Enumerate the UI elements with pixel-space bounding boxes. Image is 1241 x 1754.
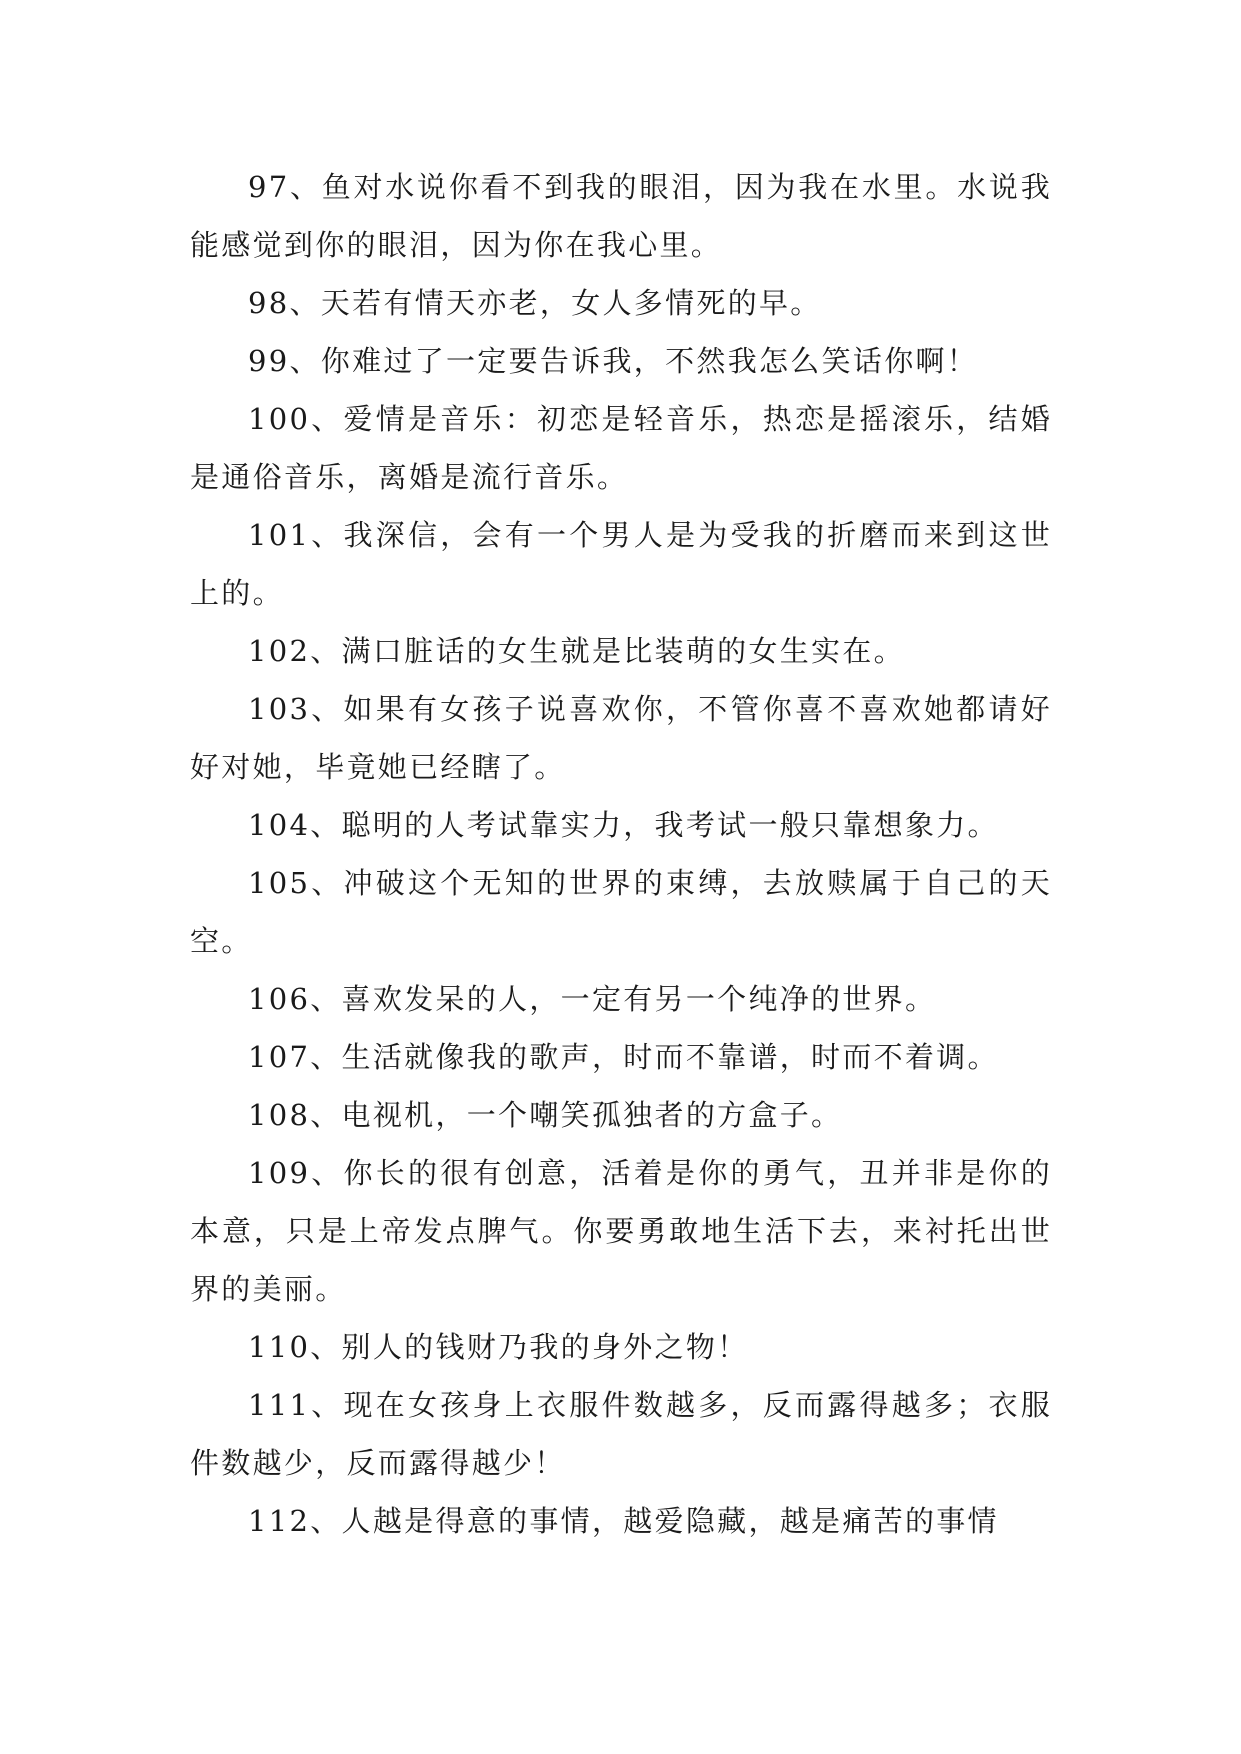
paragraph-104: 104、聪明的人考试靠实力，我考试一般只靠想象力。: [248, 808, 999, 842]
paragraph-103: 103、如果有女孩子说喜欢你，不管你喜不喜欢她都请好好对她，毕竟她已经瞎了。: [190, 692, 1052, 784]
paragraph-106: 106、喜欢发呆的人，一定有另一个纯净的世界。: [248, 982, 937, 1016]
paragraph-112: 112、人越是得意的事情，越爱隐藏，越是痛苦的事情: [248, 1504, 999, 1538]
paragraph-111: 111、现在女孩身上衣服件数越多，反而露得越多；衣服件数越少，反而露得越少！: [190, 1388, 1052, 1480]
paragraph-108: 108、电视机，一个嘲笑孤独者的方盒子。: [248, 1098, 843, 1132]
document-page: [190, 158, 1052, 1550]
paragraph-109: 109、你长的很有创意，活着是你的勇气，丑并非是你的本意，只是上帝发点脾气。你要勇敢地生活下去，来衬托出世界的美丽。: [190, 1156, 1052, 1306]
paragraph-98: 98、天若有情天亦老，女人多情死的早。: [248, 286, 822, 320]
paragraph-110: 110、别人的钱财乃我的身外之物！: [248, 1330, 749, 1364]
paragraph-105: 105、冲破这个无知的世界的束缚，去放赎属于自己的天空。: [190, 866, 1052, 958]
paragraph-100: 100、爱情是音乐：初恋是轻音乐，热恋是摇滚乐，结婚是通俗音乐，离婚是流行音乐。: [190, 402, 1052, 494]
paragraph-102: 102、满口脏话的女生就是比装萌的女生实在。: [248, 634, 905, 668]
paragraph-97: 97、鱼对水说你看不到我的眼泪，因为我在水里。水说我能感觉到你的眼泪，因为你在我心里。: [190, 170, 1052, 262]
paragraph-101: 101、我深信，会有一个男人是为受我的折磨而来到这世上的。: [190, 518, 1052, 610]
paragraph-99: 99、你难过了一定要告诉我，不然我怎么笑话你啊！: [248, 344, 979, 378]
paragraph-107: 107、生活就像我的歌声，时而不靠谱，时而不着调。: [248, 1040, 999, 1074]
